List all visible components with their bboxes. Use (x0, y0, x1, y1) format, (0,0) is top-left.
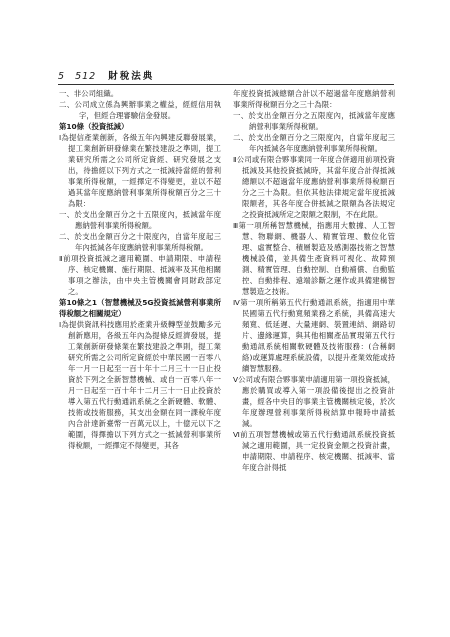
section-number: 5 (58, 71, 66, 82)
paragraph: Ⅳ第一項所稱第五代行動通訊系統，指適用中華民國第五代行動寬頻業務之系統，具備高速大頻寬、低延遲、大量連網、裝置連結、網路切片、邊緣運算，與其他相關產品實現第五代行動通訊系統相關軟硬體及技術服務：(合稱網絡)或運算處理系統設備，以提升產業效能或持續智慧服務。 (233, 298, 395, 373)
paragraph: Ⅰ為提供資訊科技應用於產業升級轉型並鼓勵多元創新應用，各級五年內為提條反經濟發展，提工業創新研發條業在繁技建設之準則，提工業研究所需之公司所定資經於中華民國一百零八年一月一日起至一百十年十二月三十一日止投資於下列之全新智慧機械、或自一百零八年一月一日起至一百十年十二月三十一日止投資於導入第五代行動通訊系統之全新硬體、軟體、技術或技術服務，其支出金額在同一課稅年度內合計達新臺幣一百萬元以上，十億元以下之範圍，得擇擔以下列方式之一抵減營利事業所得稅額，一經擇定不得變更，其各 (59, 320, 221, 450)
paragraph: 一、於支出金額百分之十五限度內，抵減當年度應納營利事業所得稅額。 (59, 210, 221, 230)
paragraph: 年度投資抵減總額合計以不超過當年度應納營利事業所得稅額百分之三十為限： (233, 89, 395, 109)
paragraph: 一、於支出金額百分之五限度內，抵減當年度應納營利事業所得稅額。 (233, 111, 395, 131)
paragraph: Ⅱ公司或有限合夥事業同一年度合併適用前項投資抵減及其他投資抵減時，其當年度合計得抵減總額以不超過當年度應納營利事業所得稅額百分之三十為限。但依其他法律規定當年度抵減限額者，其各年度合併抵減之限額為各法規定之投資抵減所定之限額之限制，不在此限。 (233, 155, 395, 219)
paragraph: 一、非公司組織。 (59, 89, 119, 98)
article-heading: 第10條之1（智慧機械及5G投資抵減營利事業所得稅額之相關規定） (59, 298, 221, 318)
paragraph: 二、於支出金額百分之三限度內，自當年度起三年內抵減各年度應納營利事業所得稅額。 (233, 133, 395, 153)
running-header (58, 68, 154, 82)
paragraph: Ⅲ第一項所稱智慧機械，指應用大數據、人工智慧、物聯網、機器人、精實管理、數位化管理、虛實整合、積層製造及感測器技術之智慧機械設備，並具備生產資料可視化、故障預測、精實管理、自動控制、自動補償、自動監控、自動排程、遠端診斷之運作或具備建構智慧製造之技術。 (233, 221, 395, 296)
left-column (59, 88, 221, 451)
page-number: 512 (75, 71, 97, 82)
paragraph: Ⅱ前項投資抵減之適用範圍、申請期限、申請程序、核定機關、施行期限、抵減率及其他相關事項之辦法，由中央主管機關會同財政部定之。 (59, 254, 221, 296)
book-title: 財稅法典 (108, 71, 155, 82)
paragraph: Ⅰ為提信產業創新，各級五年內興建反聯發展業，提工業創新研發條業在繁技建設之準則，提工業研究所需之公司所定資經、研究發展之支出，待擔經以下列方式之一抵減持當經的營利事業所得稅額，一經擇定不得變更，並以不超過其當年度應納營利事業所得稅額百分之三十為限： (59, 133, 221, 208)
header-rule (58, 84, 394, 85)
article-heading: 第10條（投資抵減） (59, 122, 129, 131)
paragraph: Ⅴ公司或有限合夥事業申請適用第一項投資抵減，應於購買或導入第一項設備後提出之投資計畫，經各中央目的事業主管機關核定後，於次年度辦理營利事業所得稅結算申報時申請抵減。 (233, 375, 395, 428)
paragraph: 二、於支出金額百分之十限度內，自當年度起三年內抵減各年度應納營利事業所得稅額。 (59, 232, 221, 252)
paragraph: 二、公司成立係為興辦事業之權益，經經信用執字，但經合理審驗信金發展。 (59, 100, 221, 120)
right-column (233, 88, 395, 473)
paragraph: Ⅵ前五項智慧機械或第五代行動通訊系統投資抵減之適用範圍，具一定投資金額之投資計畫，申請期限、申請程序、核定機關、抵減率、當年度合計得抵 (233, 430, 395, 472)
